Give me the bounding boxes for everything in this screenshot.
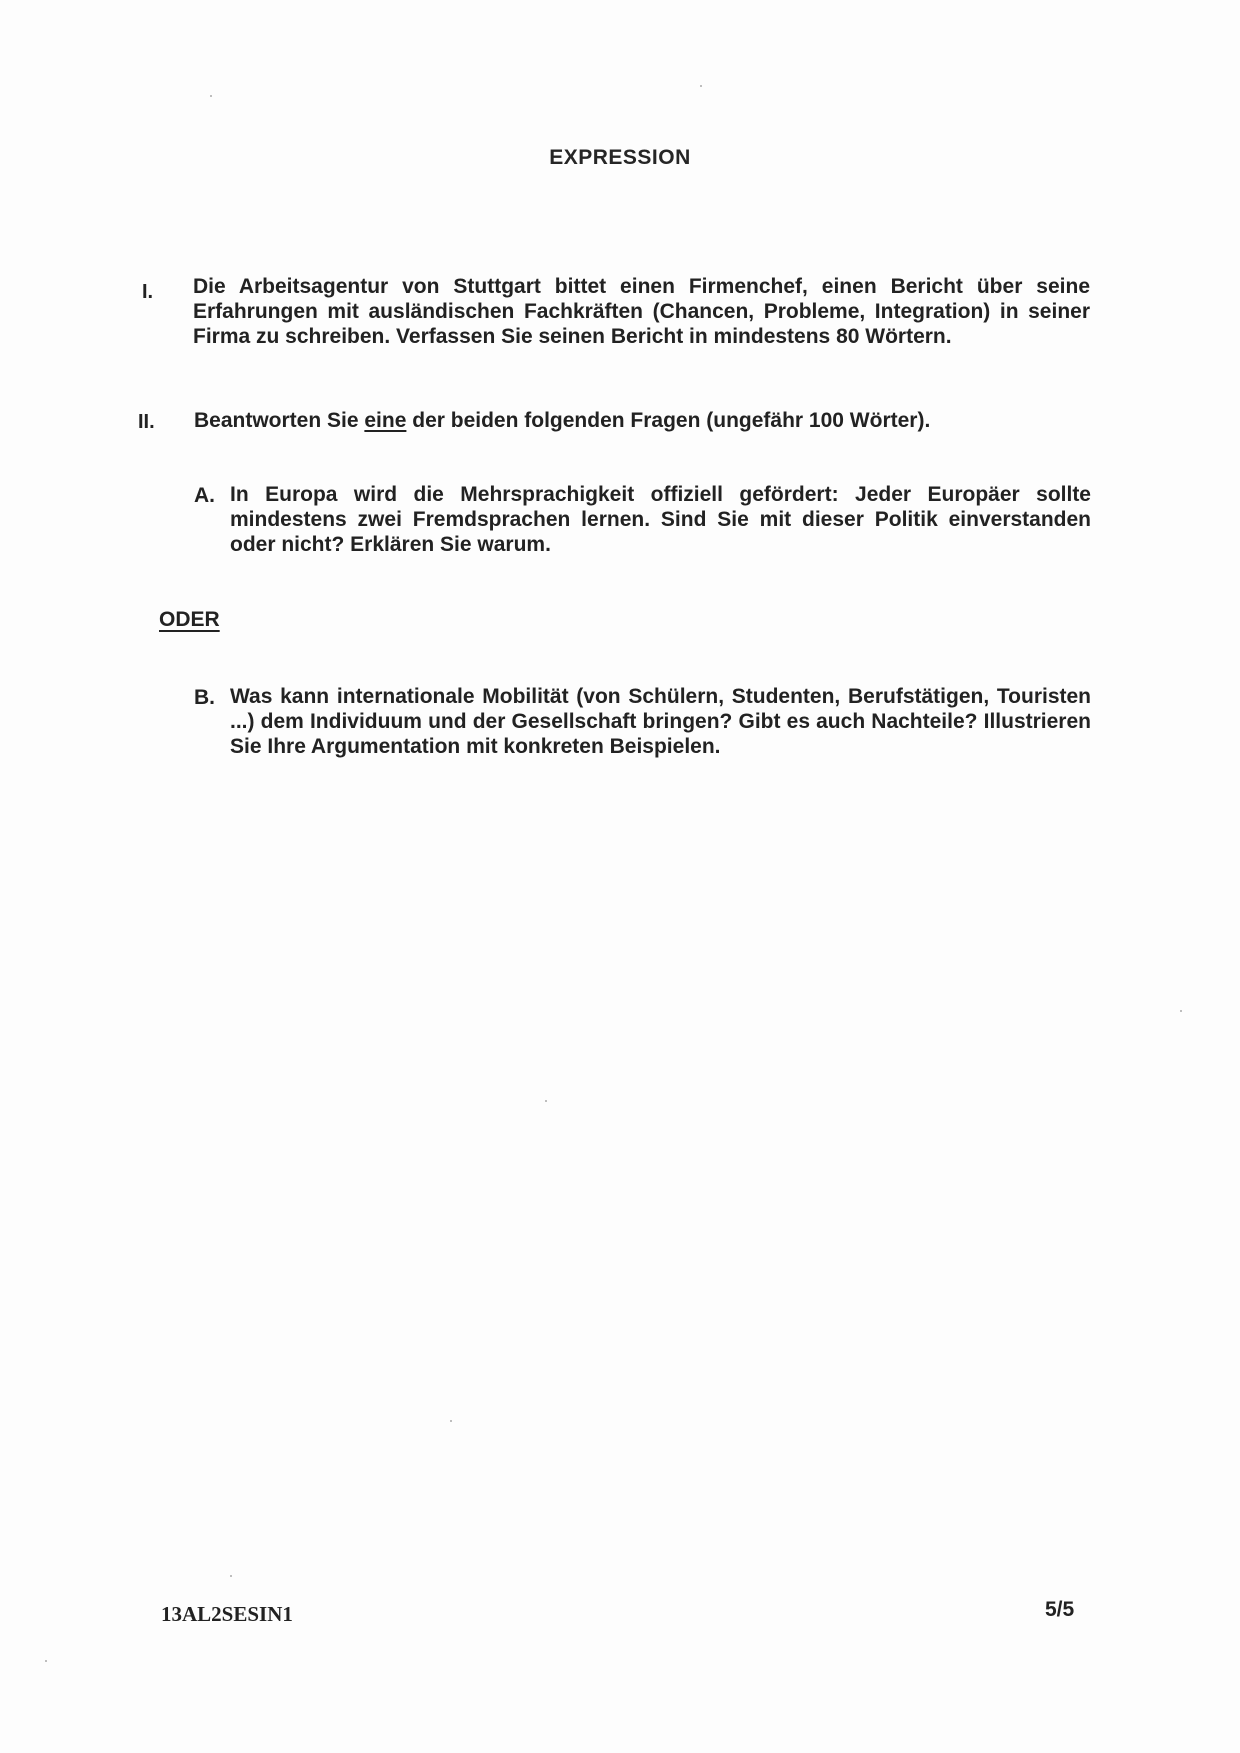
scan-speck (1180, 1010, 1182, 1012)
option-a-text: In Europa wird die Mehrsprachigkeit offiziell gefördert: Jeder Europäer sollte mindestens zwei Fremdsprachen lernen. Sind Sie mit dieser Politik einverstanden oder nicht? Erklären Sie warum. (230, 483, 1091, 556)
scan-speck (210, 95, 212, 97)
option-b-letter: B. (194, 686, 215, 709)
task-two-numeral: II. (138, 411, 155, 433)
option-b-text: Was kann internationale Mobilität (von Schülern, Studenten, Berufstätigen, Touristen ...) dem Individuum und der Gesellschaft bringen? Gibt es auch Nachteile? Illustrieren Sie Ihre Argumentation mit konkreten Beispielen. (230, 685, 1091, 758)
page-number: 5/5 (1045, 1598, 1075, 1621)
scan-speck (230, 1575, 232, 1577)
task-one-text: Die Arbeitsagentur von Stuttgart bittet einen Firmenchef, einen Bericht über seine Erfahrungen mit ausländischen Fachkräften (Chancen, Probleme, Integration) in seiner Firma zu schreiben. Verfassen Sie seinen Bericht in mindestens 80 Wörtern. (193, 275, 1090, 348)
scan-speck (450, 1420, 452, 1422)
scan-speck (700, 85, 702, 87)
scan-speck (545, 1100, 547, 1102)
option-a-letter: A. (194, 484, 215, 507)
scan-speck (45, 1660, 47, 1662)
instruction-emphasis: eine (364, 409, 407, 432)
oder-separator: ODER (159, 608, 220, 631)
page-title: EXPRESSION (549, 146, 691, 169)
task-one-numeral: I. (142, 281, 154, 303)
task-two-instruction (194, 408, 930, 434)
document-code: 13AL2SESIN1 (161, 1602, 293, 1626)
instruction-text-end: der beiden folgenden Fragen (ungefähr 100 Wörter). (406, 409, 931, 432)
instruction-text-start: Beantworten Sie (194, 409, 365, 432)
